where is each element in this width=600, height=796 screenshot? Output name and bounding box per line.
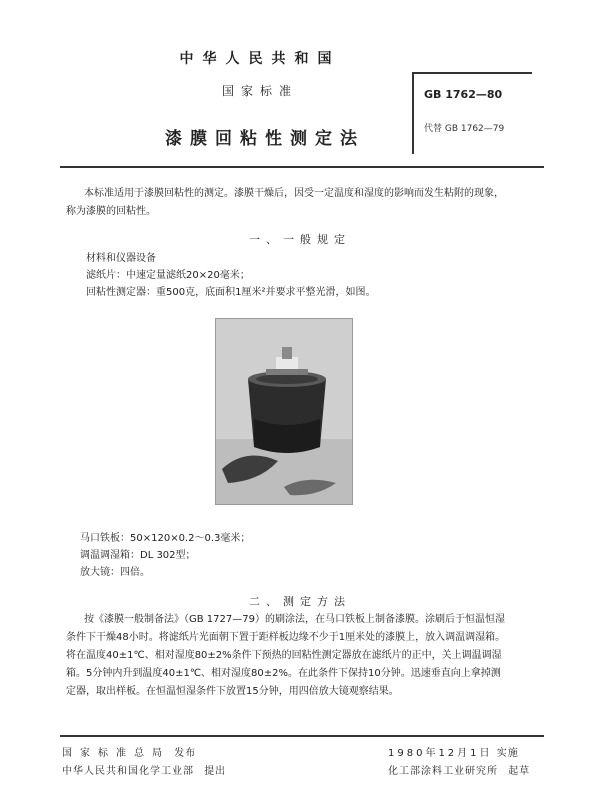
footer-drafter: [388, 762, 530, 777]
proposer-name: 中华人民共和国化学工业部: [62, 766, 194, 777]
section-2-line: 将在温度40±1℃、相对湿度80±2%条件下预热的回粘性测定器放在滤纸片的正中，关上调温调湿: [66, 650, 502, 661]
country-name: 中华人民共和国: [179, 51, 341, 67]
section-1-extra-item: 马口铁板：50×120×0.2～0.3毫米；: [80, 533, 251, 544]
drafter-action: 起草: [508, 766, 531, 777]
section-2-heading: 二、测定方法: [249, 595, 351, 608]
standard-type: 国家标准: [221, 84, 298, 98]
section-2-line: 条件下干燥48小时。将滤纸片光面朝下置于距样板边缘不少于1厘米处的漆膜上，放入调温调湿箱。: [66, 632, 506, 643]
footer-date: [388, 744, 519, 759]
section-2-line: 箱。5分钟内升到温度40±1℃、相对湿度80±2%。在此条件下保持10分钟。迅速垂直向上拿掉测: [66, 668, 501, 679]
tester-illustration: [216, 319, 352, 504]
footer-issuer: [62, 744, 196, 759]
page-title: 漆膜回粘性测定法: [165, 129, 365, 149]
replaces-standard: 代替 GB 1762—79: [424, 124, 505, 134]
footer-divider: [60, 735, 544, 737]
issuer-action: 发布: [174, 748, 197, 759]
issuer-label: 国家标准总局: [62, 748, 170, 759]
tester-photo: [215, 318, 353, 505]
section-1-item: 材料和仪器设备: [86, 253, 156, 264]
intro-line-2: 称为漆膜的回粘性。: [66, 206, 156, 217]
section-2-line: 定器，取出样板。在恒温恒湿条件下放置15分钟，用四倍放大镜观察结果。: [66, 686, 399, 697]
section-1-extra-item: 调温调湿箱：DL 302型；: [80, 550, 196, 561]
section-1-item: 滤纸片：中速定量滤纸20×20毫米；: [86, 270, 250, 281]
intro-line-1: 本标准适用于漆膜回粘性的测定。漆膜干燥后，因受一定温度和湿度的影响而发生粘附的现象，: [84, 188, 504, 199]
header-divider: [60, 166, 544, 168]
drafter-name: 化工部涂料工业研究所: [388, 766, 498, 777]
date-action: 实施: [496, 748, 519, 759]
section-2-line: 按《漆膜一般制备法》（GB 1727—79）的刷涂法，在马口铁板上制备漆膜。涂刷后于恒温恒湿: [84, 614, 505, 625]
standard-number-box: [412, 72, 532, 154]
standard-number: GB 1762—80: [424, 88, 503, 101]
section-1-item: 回粘性测定器：重500克，底面积1厘米²并要求平整光滑，如图。: [86, 287, 376, 298]
proposer-action: 提出: [204, 766, 227, 777]
section-1-heading: 一、一般规定: [249, 233, 351, 246]
effective-date: 1980年12月1日: [388, 748, 493, 759]
section-1-extra-item: 放大镜：四倍。: [80, 567, 150, 578]
footer-proposer: [62, 762, 226, 777]
